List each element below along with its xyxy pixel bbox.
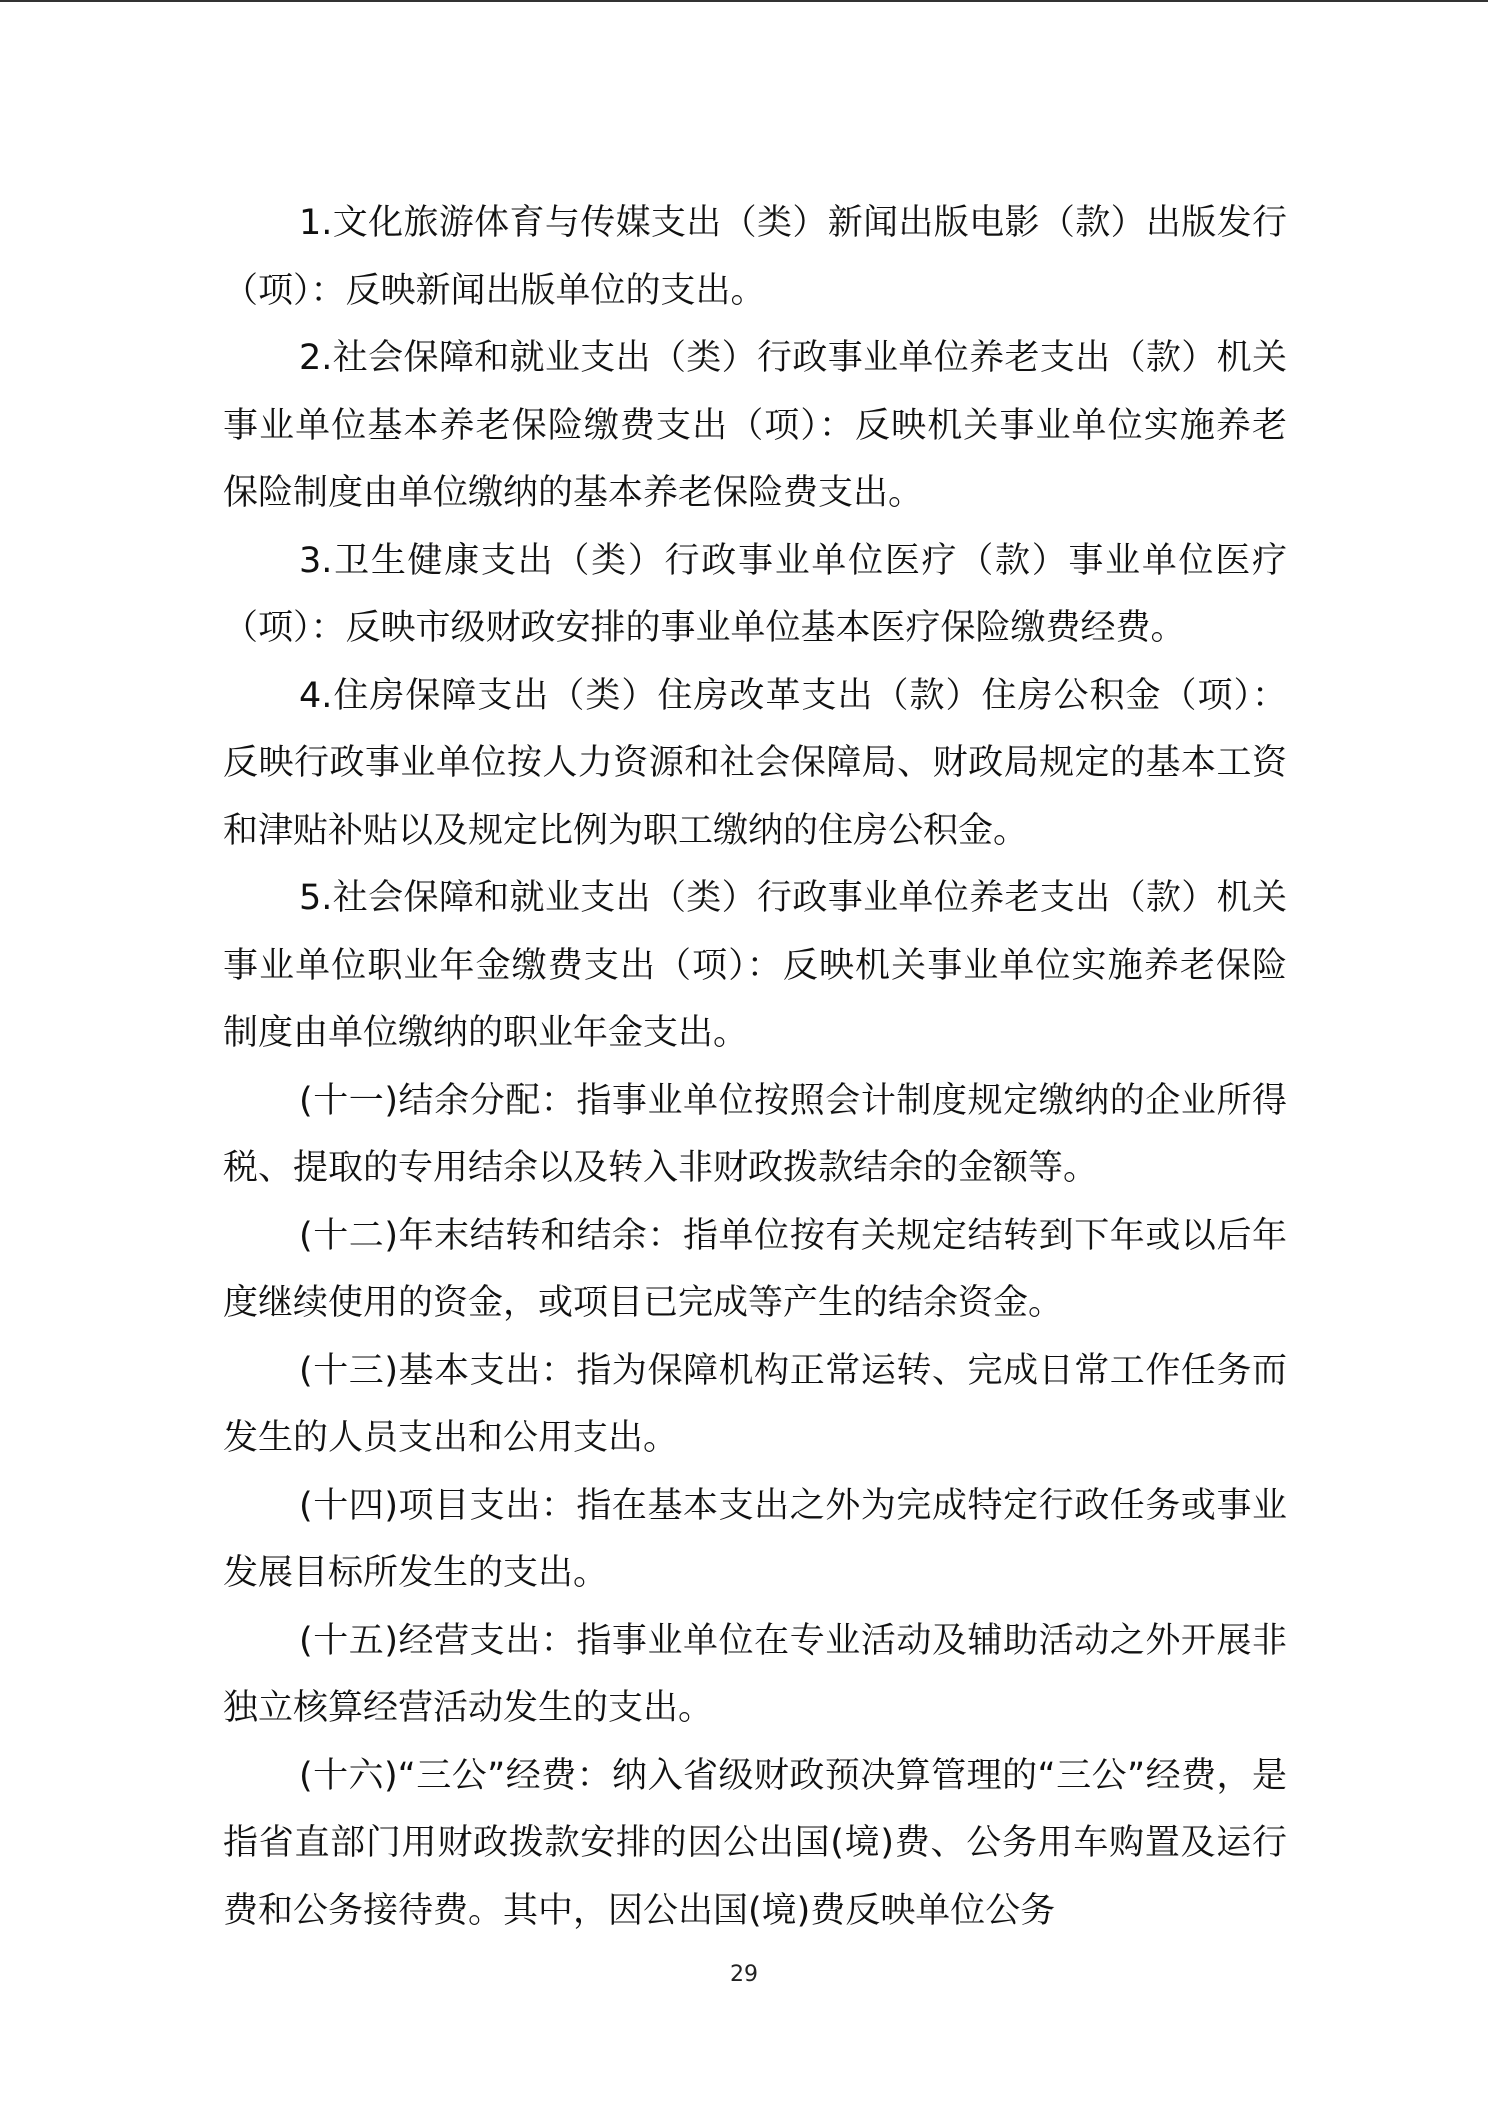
document-body: [223, 190, 1287, 1945]
paragraph-item-3: 3.卫生健康支出（类）行政事业单位医疗（款）事业单位医疗（项）：反映市级财政安排的事业单位基本医疗保险缴费经费。: [223, 540, 1287, 648]
paragraph-item-1: 1.文化旅游体育与传媒支出（类）新闻出版电影（款）出版发行（项）：反映新闻出版单位的支出。: [223, 203, 1287, 311]
paragraph-section-16: (十六)“三公”经费：纳入省级财政预决算管理的“三公”经费，是指省直部门用财政拨款安排的因公出国(境)费、公务用车购置及运行费和公务接待费。其中，因公出国(境)费反映单位公务: [223, 1755, 1287, 1931]
paragraph-section-14: (十四)项目支出：指在基本支出之外为完成特定行政任务或事业发展目标所发生的支出。: [223, 1485, 1287, 1593]
paragraph-item-5: 5.社会保障和就业支出（类）行政事业单位养老支出（款）机关事业单位职业年金缴费支出（项）：反映机关事业单位实施养老保险制度由单位缴纳的职业年金支出。: [223, 878, 1287, 1053]
paragraph-section-12: (十二)年末结转和结余：指单位按有关规定结转到下年或以后年度继续使用的资金，或项目已完成等产生的结余资金。: [223, 1215, 1287, 1323]
paragraph-section-15: (十五)经营支出：指事业单位在专业活动及辅助活动之外开展非独立核算经营活动发生的支出。: [223, 1620, 1287, 1728]
paragraph-section-13: (十三)基本支出：指为保障机构正常运转、完成日常工作任务而发生的人员支出和公用支出。: [223, 1350, 1287, 1458]
paragraph-item-4: 4.住房保障支出（类）住房改革支出（款）住房公积金（项）：反映行政事业单位按人力资源和社会保障局、财政局规定的基本工资和津贴补贴以及规定比例为职工缴纳的住房公积金。: [223, 675, 1287, 851]
page-number: 29: [730, 1962, 758, 1987]
paragraph-section-11: (十一)结余分配：指事业单位按照会计制度规定缴纳的企业所得税、提取的专用结余以及转入非财政拨款结余的金额等。: [223, 1080, 1287, 1188]
page-top-border: [0, 0, 1488, 2]
paragraph-item-2: 2.社会保障和就业支出（类）行政事业单位养老支出（款）机关事业单位基本养老保险缴费支出（项）：反映机关事业单位实施养老保险制度由单位缴纳的基本养老保险费支出。: [223, 338, 1287, 513]
